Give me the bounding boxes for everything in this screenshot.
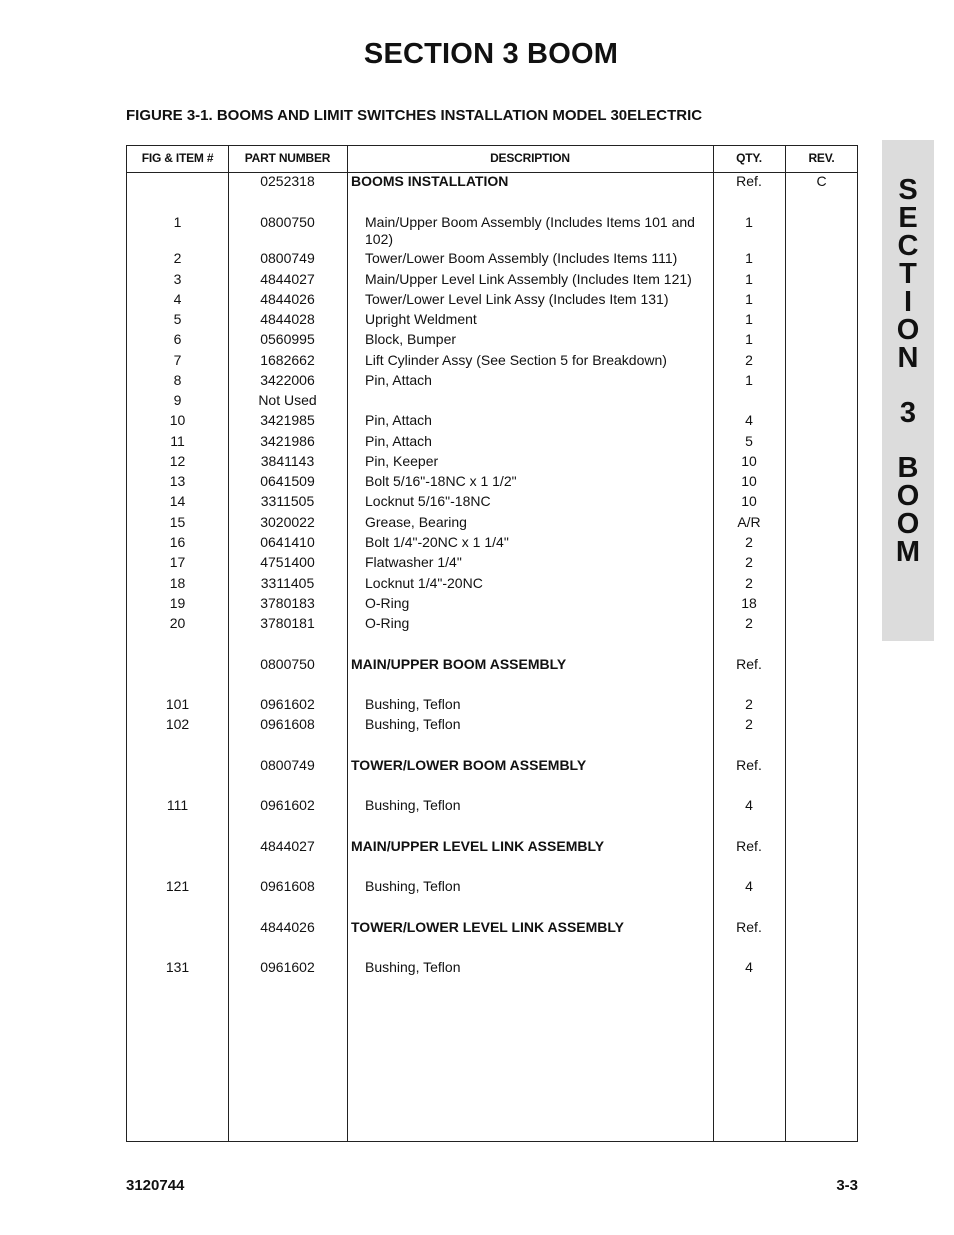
part-number-cell: 0961608 (260, 716, 315, 732)
fig-item-cell: 102 (165, 716, 190, 732)
qty-cell: Ref. (736, 838, 762, 854)
part-number-cell: 3422006 (260, 372, 315, 388)
side-tab-letter: N (897, 342, 919, 374)
part-number-cell: 1682662 (260, 352, 315, 368)
description-cell: Main/Upper Level Link Assembly (Includes Item 121) (365, 271, 692, 287)
part-number-cell: 4844026 (260, 919, 315, 935)
side-tab-letter: S (898, 174, 918, 206)
fig-item-cell: 14 (169, 493, 186, 509)
description-cell: Locknut 5/16"-18NC (365, 493, 491, 509)
qty-cell: 1 (745, 271, 753, 287)
qty-cell: 4 (745, 797, 753, 813)
part-number-cell: 3841143 (260, 453, 315, 469)
fig-item-cell: 4 (173, 291, 182, 307)
qty-cell: 18 (741, 595, 757, 611)
fig-item-cell: 7 (173, 352, 182, 368)
side-tab-letter: T (899, 258, 917, 290)
fig-item-cell: 18 (169, 575, 186, 591)
description-cell: MAIN/UPPER LEVEL LINK ASSEMBLY (351, 838, 605, 854)
part-number-cell: 0252318 (260, 173, 315, 189)
fig-item-cell: 111 (166, 797, 189, 813)
fig-item-cell: 6 (173, 331, 182, 347)
fig-item-cell: 121 (165, 878, 190, 894)
qty-cell: 10 (741, 493, 757, 509)
description-cell: BOOMS INSTALLATION (351, 173, 509, 189)
side-tab-letter: B (897, 452, 919, 484)
header-part-number: PART NUMBER (244, 151, 331, 165)
description-cell: Grease, Bearing (365, 514, 467, 530)
side-tab-letter: 3 (899, 397, 917, 429)
qty-cell: Ref. (736, 919, 762, 935)
rev-cell: C (816, 173, 827, 189)
fig-item-cell: 19 (169, 595, 186, 611)
part-number-cell: 0800749 (260, 250, 315, 266)
qty-cell: 2 (745, 696, 753, 712)
description-cell: Locknut 1/4"-20NC (365, 575, 483, 591)
description-cell: Bushing, Teflon (365, 716, 461, 732)
description-cell: Block, Bumper (365, 331, 457, 347)
figure-title: FIGURE 3-1. BOOMS AND LIMIT SWITCHES INSTALLATION MODEL 30ELECTRIC (126, 107, 703, 124)
side-tab-letter: E (898, 202, 918, 234)
fig-item-cell: 17 (169, 554, 186, 570)
side-tab-letter: I (903, 286, 913, 318)
qty-cell: Ref. (736, 757, 762, 773)
side-tab-letter: O (896, 314, 920, 346)
header-fig-item: FIG & ITEM # (141, 151, 214, 165)
fig-item-cell: 15 (169, 514, 186, 530)
header-qty: QTY. (736, 151, 762, 165)
header-rev: REV. (808, 151, 835, 165)
fig-item-cell: 12 (169, 453, 186, 469)
qty-cell: 10 (741, 453, 757, 469)
description-cell: Pin, Attach (365, 372, 432, 388)
part-number-cell: 3780181 (260, 615, 315, 631)
qty-cell: 1 (745, 372, 753, 388)
qty-cell: 4 (745, 412, 753, 428)
qty-cell: 10 (741, 473, 757, 489)
part-number-cell: 3311405 (260, 575, 315, 591)
description-cell: Pin, Keeper (365, 453, 439, 469)
part-number-cell: 0961602 (260, 696, 315, 712)
part-number-cell: 3421986 (260, 433, 315, 449)
part-number-cell: 0961602 (260, 797, 315, 813)
part-number-cell: 0961602 (260, 959, 315, 975)
fig-item-cell: 2 (173, 250, 182, 266)
column-divider (785, 146, 786, 1141)
description-cell: TOWER/LOWER LEVEL LINK ASSEMBLY (351, 919, 625, 935)
page-number: 3-3 (836, 1177, 858, 1194)
fig-item-cell: 5 (173, 311, 182, 327)
fig-item-cell: 10 (169, 412, 186, 428)
qty-cell: 1 (745, 291, 753, 307)
header-description: DESCRIPTION (490, 151, 570, 165)
qty-cell: 2 (745, 575, 753, 591)
description-cell: Bolt 1/4"-20NC x 1 1/4" (365, 534, 509, 550)
description-cell: Pin, Attach (365, 433, 432, 449)
fig-item-cell: 101 (165, 696, 190, 712)
fig-item-cell: 8 (173, 372, 182, 388)
parts-table (126, 145, 858, 1142)
qty-cell: 1 (745, 250, 753, 266)
description-cell: Main/Upper Boom Assembly (Includes Items 101 and 102) (365, 214, 695, 247)
part-number-cell: 3421985 (260, 412, 315, 428)
description-cell: Upright Weldment (365, 311, 477, 327)
description-cell: TOWER/LOWER BOOM ASSEMBLY (351, 757, 587, 773)
fig-item-cell: 3 (173, 271, 182, 287)
qty-cell: 4 (745, 959, 753, 975)
side-tab-letter: O (896, 480, 920, 512)
part-number-cell: 4844027 (260, 271, 315, 287)
fig-item-cell: 20 (169, 615, 186, 631)
description-cell: Pin, Attach (365, 412, 432, 428)
qty-cell: 1 (745, 311, 753, 327)
description-cell: Tower/Lower Boom Assembly (Includes Items 111) (365, 250, 678, 266)
part-number-cell: 0560995 (260, 331, 315, 347)
description-cell: Lift Cylinder Assy (See Section 5 for Breakdown) (365, 352, 667, 368)
qty-cell: 2 (745, 554, 753, 570)
part-number-cell: 0800750 (260, 656, 315, 672)
qty-cell: Ref. (736, 173, 762, 189)
description-cell: Bolt 5/16"-18NC x 1 1/2" (365, 473, 517, 489)
part-number-cell: 3780183 (260, 595, 315, 611)
fig-item-cell: 11 (170, 433, 185, 449)
qty-cell: 2 (745, 534, 753, 550)
part-number-cell: 0641410 (260, 534, 315, 550)
section-title: SECTION 3 BOOM (363, 38, 619, 70)
part-number-cell: 4844028 (260, 311, 315, 327)
description-cell: MAIN/UPPER BOOM ASSEMBLY (351, 656, 567, 672)
qty-cell: 2 (745, 352, 753, 368)
description-cell: Bushing, Teflon (365, 878, 461, 894)
description-cell: Bushing, Teflon (365, 696, 461, 712)
qty-cell: A/R (737, 514, 761, 530)
part-number-cell: 0641509 (260, 473, 315, 489)
qty-cell: 4 (745, 878, 753, 894)
part-number-cell: 0961608 (260, 878, 315, 894)
side-tab-letter: C (897, 230, 919, 262)
fig-item-cell: 1 (173, 214, 182, 230)
part-number-cell: 4844026 (260, 291, 315, 307)
qty-cell: 5 (745, 433, 753, 449)
part-number-cell: 3020022 (260, 514, 315, 530)
side-tab-letter: O (896, 508, 920, 540)
side-tab-letter: M (895, 536, 921, 568)
description-cell: O-Ring (365, 615, 410, 631)
description-cell: Tower/Lower Level Link Assy (Includes Item 131) (365, 291, 669, 307)
part-number-cell: 3311505 (260, 493, 315, 509)
section-side-tab (882, 140, 934, 641)
qty-cell: 1 (745, 214, 753, 230)
part-number-cell: Not Used (258, 392, 317, 408)
description-cell: Bushing, Teflon (365, 959, 461, 975)
fig-item-cell: 9 (173, 392, 182, 408)
part-number-cell: 0800749 (260, 757, 315, 773)
part-number-cell: 4844027 (260, 838, 315, 854)
fig-item-cell: 131 (165, 959, 190, 975)
description-cell: O-Ring (365, 595, 410, 611)
qty-cell: 2 (745, 716, 753, 732)
description-cell: Bushing, Teflon (365, 797, 461, 813)
qty-cell: 1 (745, 331, 753, 347)
qty-cell: Ref. (736, 656, 762, 672)
part-number-cell: 0800750 (260, 214, 315, 230)
part-number-cell: 4751400 (260, 554, 315, 570)
description-cell: Flatwasher 1/4" (365, 554, 462, 570)
doc-number: 3120744 (126, 1177, 185, 1194)
fig-item-cell: 13 (169, 473, 186, 489)
qty-cell: 2 (745, 615, 753, 631)
fig-item-cell: 16 (169, 534, 186, 550)
